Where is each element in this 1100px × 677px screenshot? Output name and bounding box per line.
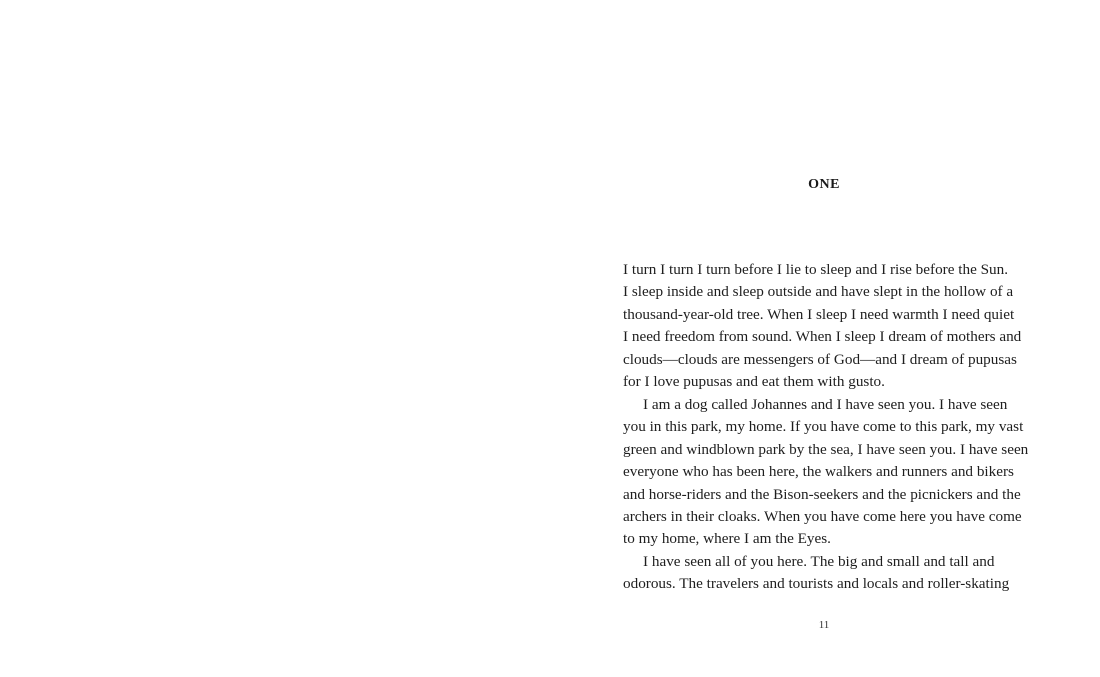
- text-line: archers in their cloaks. When you have come here you have come: [623, 507, 1022, 525]
- text-line: clouds—clouds are messengers of God—and I dream of pupusas: [623, 350, 1017, 368]
- text-line: I have seen all of you here. The big and small and tall and: [643, 552, 995, 570]
- paragraph-1: [623, 259, 1033, 394]
- paragraph-2: [623, 394, 1033, 551]
- text-line: I am a dog called Johannes and I have seen you. I have seen: [643, 395, 1008, 413]
- text-line: for I love pupusas and eat them with gusto.: [623, 373, 885, 391]
- text-line: everyone who has been here, the walkers and runners and bikers: [623, 463, 1014, 481]
- body-text: [623, 259, 1033, 596]
- text-line: to my home, where I am the Eyes.: [623, 530, 831, 548]
- right-page: [550, 0, 1100, 677]
- text-line: green and windblown park by the sea, I have seen you. I have seen: [623, 440, 1029, 458]
- text-line: odorous. The travelers and tourists and locals and roller-skating: [623, 575, 1010, 593]
- page-number: 11: [818, 619, 830, 631]
- chapter-title: ONE: [808, 177, 840, 192]
- text-line: I sleep inside and sleep outside and have slept in the hollow of a: [623, 283, 1014, 301]
- text-line: and horse-riders and the Bison-seekers and the picnickers and the: [623, 485, 1021, 503]
- text-line: you in this park, my home. If you have come to this park, my vast: [623, 418, 1024, 436]
- text-line: thousand-year-old tree. When I sleep I need warmth I need quiet: [623, 305, 1015, 323]
- text-line: I turn I turn I turn before I lie to sleep and I rise before the Sun.: [623, 261, 1009, 278]
- paragraph-3: [623, 551, 1033, 596]
- text-line: I need freedom from sound. When I sleep I dream of mothers and: [623, 328, 1022, 346]
